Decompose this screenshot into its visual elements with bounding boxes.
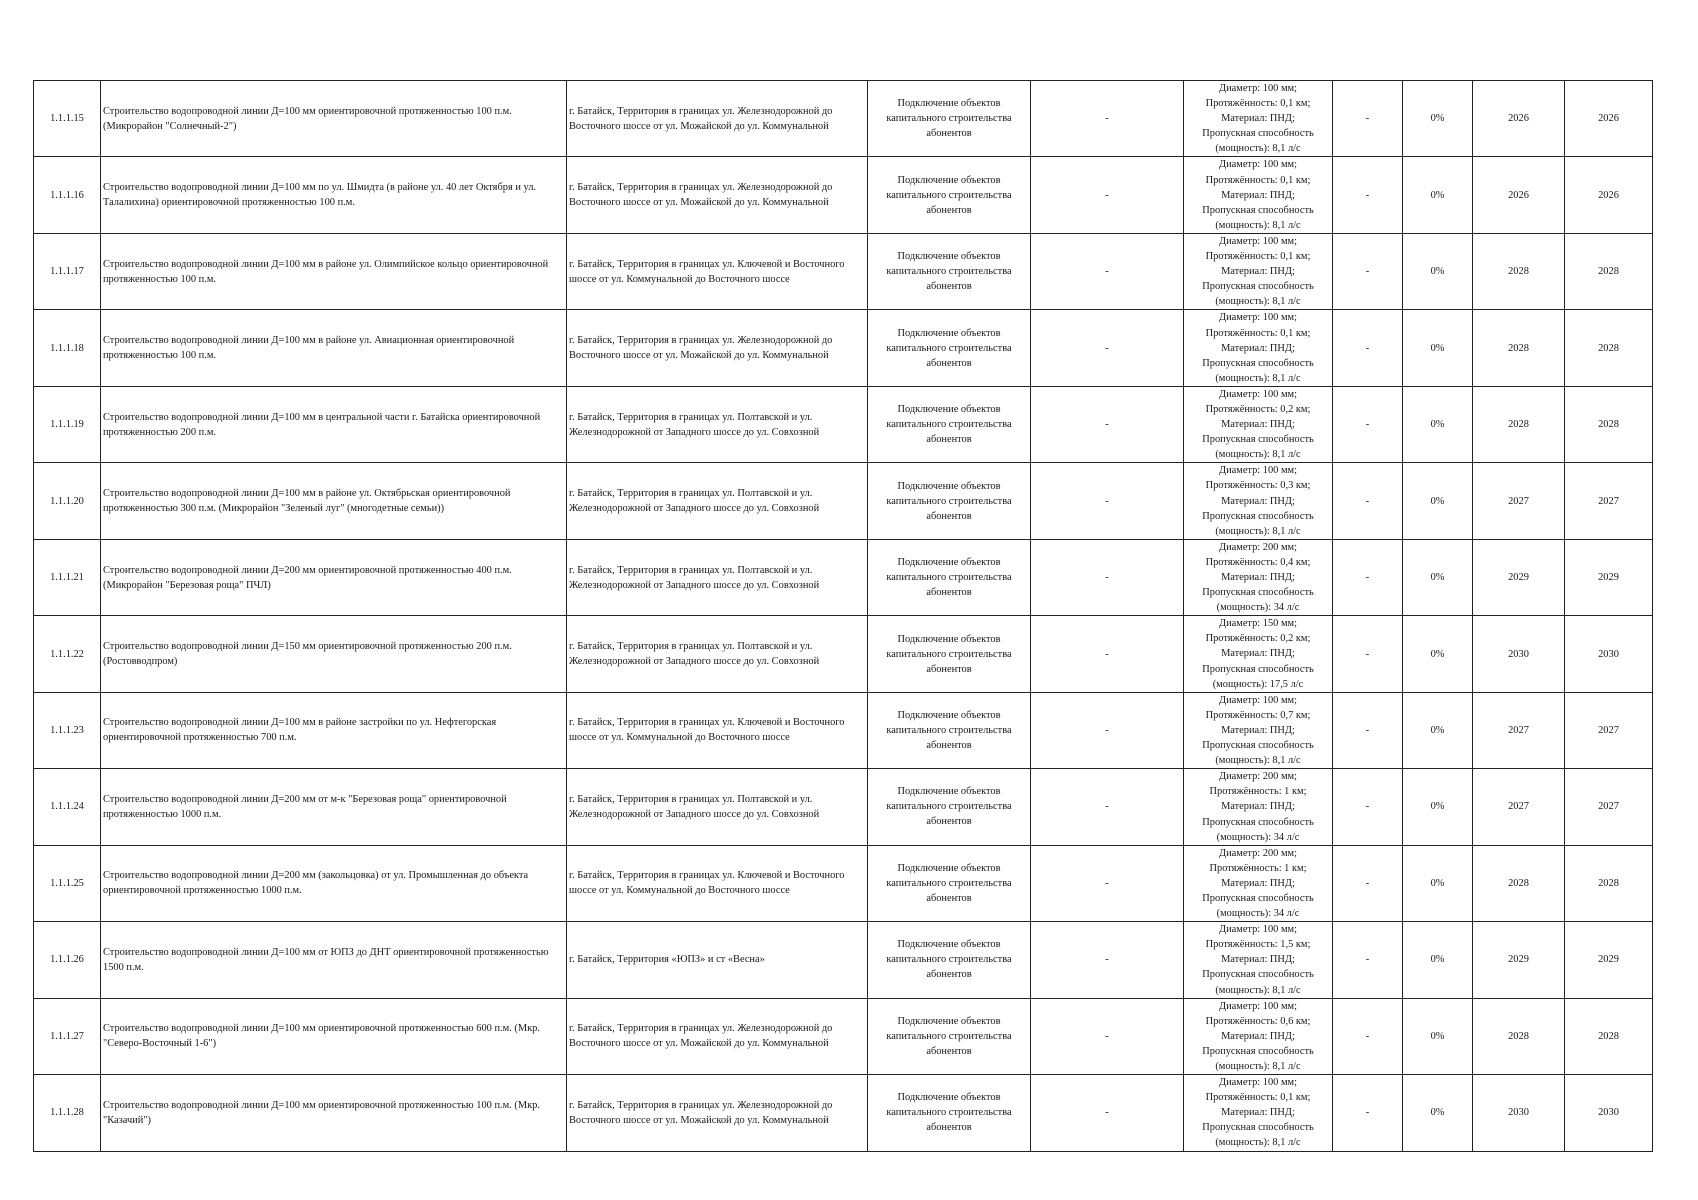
empty-value-cell-2: - [1333,310,1403,386]
spec-line: Материал: ПНД; [1221,801,1295,813]
spec-line: Пропускная способность [1202,1045,1314,1057]
start-year-cell: 2030 [1473,616,1565,692]
row-number-cell: 1.1.1.23 [34,692,101,768]
end-year-cell: 2027 [1565,769,1653,845]
completion-percent-cell: 0% [1403,463,1473,539]
spec-line: Материал: ПНД; [1221,495,1295,507]
document-page [33,80,1653,1152]
empty-value-cell-2: - [1333,998,1403,1074]
end-year-cell: 2028 [1565,386,1653,462]
location-cell: г. Батайск, Территория в границах ул. Ключевой и Восточного шоссе от ул. Коммунальной до Восточного шоссе [567,233,868,309]
table-row [34,1075,1653,1151]
start-year-cell: 2027 [1473,692,1565,768]
location-cell: г. Батайск, Территория в границах ул. Ключевой и Восточного шоссе от ул. Коммунальной до Восточного шоссе [567,692,868,768]
row-number-cell: 1.1.1.24 [34,769,101,845]
spec-line: Пропускная способность [1202,1122,1314,1134]
spec-line: (мощность): 8,1 л/с [1215,372,1301,384]
end-year-cell: 2027 [1565,692,1653,768]
spec-line: Пропускная способность [1202,204,1314,216]
technical-specs-cell [1184,81,1333,157]
spec-line: (мощность): 8,1 л/с [1215,449,1301,461]
purpose-cell: Подключение объектов капитального строительства абонентов [868,692,1031,768]
empty-value-cell-2: - [1333,81,1403,157]
technical-specs-cell [1184,769,1333,845]
spec-line: Материал: ПНД; [1221,877,1295,889]
table-row [34,81,1653,157]
spec-line: (мощность): 8,1 л/с [1215,1061,1301,1072]
start-year-cell: 2028 [1473,845,1565,921]
row-number-cell: 1.1.1.27 [34,998,101,1074]
empty-value-cell-2: - [1333,157,1403,233]
completion-percent-cell: 0% [1403,616,1473,692]
spec-line: Материал: ПНД; [1221,189,1295,201]
spec-line: Протяжённость: 0,6 км; [1205,1015,1311,1027]
spec-line: (мощность): 8,1 л/с [1215,296,1301,308]
spec-line: Диаметр: 200 мм; [1218,847,1298,859]
spec-line: Диаметр: 200 мм; [1218,771,1298,783]
spec-line: Диаметр: 100 мм; [1218,465,1298,477]
table-row [34,769,1653,845]
table-row [34,922,1653,998]
row-number-cell: 1.1.1.28 [34,1075,101,1151]
completion-percent-cell: 0% [1403,769,1473,845]
technical-specs-cell [1184,310,1333,386]
end-year-cell: 2030 [1565,1075,1653,1151]
spec-line: Диаметр: 100 мм; [1218,159,1298,171]
end-year-cell: 2029 [1565,922,1653,998]
row-number-cell: 1.1.1.21 [34,539,101,615]
spec-line: Протяжённость: 0,1 км; [1205,327,1311,339]
technical-specs-cell [1184,233,1333,309]
table-row [34,463,1653,539]
project-name-cell: Строительство водопроводной линии Д=100 мм ориентировочной протяженностью 100 п.м. (Микрорайон "Солнечный-2") [101,81,567,157]
empty-value-cell: - [1031,157,1184,233]
technical-specs-cell [1184,922,1333,998]
completion-percent-cell: 0% [1403,81,1473,157]
purpose-cell: Подключение объектов капитального строительства абонентов [868,81,1031,157]
spec-line: Протяжённость: 0,2 км; [1205,403,1311,415]
spec-line: Протяжённость: 0,7 км; [1205,709,1311,721]
project-name-cell: Строительство водопроводной линии Д=100 мм в районе ул. Авиационная ориентировочной протяженностью 100 п.м. [101,310,567,386]
spec-line: Пропускная способность [1202,740,1314,752]
row-number-cell: 1.1.1.22 [34,616,101,692]
technical-specs-cell [1184,157,1333,233]
spec-line: Диаметр: 150 мм; [1218,618,1298,630]
completion-percent-cell: 0% [1403,845,1473,921]
spec-line: Протяжённость: 1 км; [1209,862,1307,874]
row-number-cell: 1.1.1.16 [34,157,101,233]
spec-line: (мощность): 8,1 л/с [1215,219,1301,231]
empty-value-cell: - [1031,233,1184,309]
empty-value-cell: - [1031,310,1184,386]
spec-line: Диаметр: 100 мм; [1218,1000,1298,1012]
location-cell: г. Батайск, Территория в границах ул. Железнодорожной до Восточного шоссе от ул. Можайской до ул. Коммунальной [567,157,868,233]
location-cell: г. Батайск, Территория в границах ул. Полтавской и ул. Железнодорожной от Западного шоссе до ул. Совхозной [567,616,868,692]
empty-value-cell: - [1031,616,1184,692]
completion-percent-cell: 0% [1403,692,1473,768]
start-year-cell: 2030 [1473,1075,1565,1151]
completion-percent-cell: 0% [1403,539,1473,615]
spec-line: Диаметр: 100 мм; [1218,694,1298,706]
location-cell: г. Батайск, Территория в границах ул. Железнодорожной до Восточного шоссе от ул. Можайской до ул. Коммунальной [567,1075,868,1151]
start-year-cell: 2026 [1473,81,1565,157]
project-name-cell: Строительство водопроводной линии Д=200 мм (закольцовка) от ул. Промышленная до объекта ориентировочной протяженностью 1000 п.м. [101,845,567,921]
empty-value-cell-2: - [1333,845,1403,921]
spec-line: (мощность): 8,1 л/с [1215,984,1301,996]
spec-line: Протяжённость: 0,1 км; [1205,98,1311,110]
end-year-cell: 2027 [1565,463,1653,539]
empty-value-cell-2: - [1333,1075,1403,1151]
spec-line: Диаметр: 100 мм; [1218,235,1298,247]
spec-line: Диаметр: 100 мм; [1218,83,1298,94]
start-year-cell: 2028 [1473,233,1565,309]
spec-line: Пропускная способность [1202,663,1314,675]
location-cell: г. Батайск, Территория в границах ул. Ключевой и Восточного шоссе от ул. Коммунальной до Восточного шоссе [567,845,868,921]
spec-line: Диаметр: 100 мм; [1218,312,1298,324]
start-year-cell: 2027 [1473,769,1565,845]
location-cell: г. Батайск, Территория в границах ул. Полтавской и ул. Железнодорожной от Западного шоссе до ул. Совхозной [567,386,868,462]
start-year-cell: 2029 [1473,922,1565,998]
start-year-cell: 2028 [1473,386,1565,462]
spec-line: Протяжённость: 0,4 км; [1205,556,1311,568]
row-number-cell: 1.1.1.15 [34,81,101,157]
purpose-cell: Подключение объектов капитального строительства абонентов [868,1075,1031,1151]
purpose-cell: Подключение объектов капитального строительства абонентов [868,233,1031,309]
spec-line: Пропускная способность [1202,892,1314,904]
spec-line: Протяжённость: 1 км; [1209,786,1307,798]
table-row [34,616,1653,692]
spec-line: Протяжённость: 1,5 км; [1205,939,1311,951]
technical-specs-cell [1184,1075,1333,1151]
spec-line: Материал: ПНД; [1221,1030,1295,1042]
start-year-cell: 2028 [1473,310,1565,386]
location-cell: г. Батайск, Территория «ЮПЗ» и ст «Весна» [567,922,868,998]
end-year-cell: 2026 [1565,81,1653,157]
empty-value-cell-2: - [1333,463,1403,539]
table-row [34,386,1653,462]
project-name-cell: Строительство водопроводной линии Д=100 мм ориентировочной протяженностью 100 п.м. (Мкр. "Казачий") [101,1075,567,1151]
end-year-cell: 2028 [1565,233,1653,309]
spec-line: Диаметр: 100 мм; [1218,1077,1298,1089]
project-name-cell: Строительство водопроводной линии Д=100 мм в районе ул. Олимпийское кольцо ориентировочной протяженностью 100 п.м. [101,233,567,309]
row-number-cell: 1.1.1.20 [34,463,101,539]
project-name-cell: Строительство водопроводной линии Д=100 мм в центральной части г. Батайска ориентировочной протяженностью 200 п.м. [101,386,567,462]
project-name-cell: Строительство водопроводной линии Д=100 мм от ЮПЗ до ДНТ ориентировочной протяженностью 1500 п.м. [101,922,567,998]
spec-line: Пропускная способность [1202,969,1314,981]
table-row [34,845,1653,921]
empty-value-cell: - [1031,386,1184,462]
location-cell: г. Батайск, Территория в границах ул. Полтавской и ул. Железнодорожной от Западного шоссе до ул. Совхозной [567,539,868,615]
end-year-cell: 2029 [1565,539,1653,615]
empty-value-cell: - [1031,692,1184,768]
purpose-cell: Подключение объектов капитального строительства абонентов [868,386,1031,462]
spec-line: (мощность): 8,1 л/с [1215,755,1301,767]
empty-value-cell: - [1031,463,1184,539]
empty-value-cell: - [1031,845,1184,921]
spec-line: Диаметр: 100 мм; [1218,924,1298,936]
project-name-cell: Строительство водопроводной линии Д=100 мм в районе ул. Октябрьская ориентировочной протяженностью 300 п.м. (Микрорайон "Зеленый луг" (многодетные семьи)) [101,463,567,539]
spec-line: Материал: ПНД; [1221,113,1295,125]
purpose-cell: Подключение объектов капитального строительства абонентов [868,539,1031,615]
spec-line: Пропускная способность [1202,357,1314,369]
purpose-cell: Подключение объектов капитального строительства абонентов [868,769,1031,845]
empty-value-cell-2: - [1333,616,1403,692]
row-number-cell: 1.1.1.19 [34,386,101,462]
spec-line: Материал: ПНД; [1221,648,1295,660]
project-name-cell: Строительство водопроводной линии Д=100 мм ориентировочной протяженностью 600 п.м. (Мкр. "Северо-Восточный 1-6") [101,998,567,1074]
purpose-cell: Подключение объектов капитального строительства абонентов [868,922,1031,998]
row-number-cell: 1.1.1.26 [34,922,101,998]
start-year-cell: 2026 [1473,157,1565,233]
spec-line: Пропускная способность [1202,587,1314,599]
table-row [34,233,1653,309]
start-year-cell: 2029 [1473,539,1565,615]
end-year-cell: 2028 [1565,845,1653,921]
purpose-cell: Подключение объектов капитального строительства абонентов [868,463,1031,539]
project-name-cell: Строительство водопроводной линии Д=100 мм по ул. Шмидта (в районе ул. 40 лет Октября и ул. Талалихина) ориентировочной протяженностью 100 п.м. [101,157,567,233]
end-year-cell: 2030 [1565,616,1653,692]
technical-specs-cell [1184,539,1333,615]
empty-value-cell: - [1031,998,1184,1074]
table-body [34,81,1653,1152]
empty-value-cell-2: - [1333,539,1403,615]
spec-line: (мощность): 34 л/с [1216,908,1300,920]
start-year-cell: 2027 [1473,463,1565,539]
spec-line: (мощность): 34 л/с [1216,831,1300,843]
spec-line: Материал: ПНД; [1221,342,1295,354]
technical-specs-cell [1184,386,1333,462]
empty-value-cell-2: - [1333,233,1403,309]
table-row [34,310,1653,386]
row-number-cell: 1.1.1.17 [34,233,101,309]
end-year-cell: 2026 [1565,157,1653,233]
purpose-cell: Подключение объектов капитального строительства абонентов [868,157,1031,233]
technical-specs-cell [1184,692,1333,768]
spec-line: Материал: ПНД; [1221,1107,1295,1119]
location-cell: г. Батайск, Территория в границах ул. Полтавской и ул. Железнодорожной от Западного шоссе до ул. Совхозной [567,463,868,539]
spec-line: Диаметр: 100 мм; [1218,388,1298,400]
spec-line: Материал: ПНД; [1221,572,1295,583]
technical-specs-cell [1184,463,1333,539]
purpose-cell: Подключение объектов капитального строительства абонентов [868,845,1031,921]
spec-line: Протяжённость: 0,1 км; [1205,251,1311,263]
start-year-cell: 2028 [1473,998,1565,1074]
spec-line: Материал: ПНД; [1221,419,1295,431]
table-row [34,998,1653,1074]
row-number-cell: 1.1.1.18 [34,310,101,386]
technical-specs-cell [1184,616,1333,692]
spec-line: (мощность): 17,5 л/с [1212,678,1304,690]
empty-value-cell-2: - [1333,386,1403,462]
purpose-cell: Подключение объектов капитального строительства абонентов [868,310,1031,386]
project-name-cell: Строительство водопроводной линии Д=100 мм в районе застройки по ул. Нефтегорская ориентировочной протяженностью 700 п.м. [101,692,567,768]
spec-line: Материал: ПНД; [1221,954,1295,966]
end-year-cell: 2028 [1565,310,1653,386]
location-cell: г. Батайск, Территория в границах ул. Железнодорожной до Восточного шоссе от ул. Можайской до ул. Коммунальной [567,81,868,157]
spec-line: Протяжённость: 0,1 км; [1205,1092,1311,1104]
completion-percent-cell: 0% [1403,386,1473,462]
project-name-cell: Строительство водопроводной линии Д=200 мм от м-к "Березовая роща" ориентировочной протяженностью 1000 п.м. [101,769,567,845]
empty-value-cell: - [1031,922,1184,998]
empty-value-cell-2: - [1333,769,1403,845]
completion-percent-cell: 0% [1403,998,1473,1074]
spec-line: Протяжённость: 0,1 км; [1205,174,1311,186]
project-name-cell: Строительство водопроводной линии Д=150 мм ориентировочной протяженностью 200 п.м. (Ростовводпром) [101,616,567,692]
spec-line: (мощность): 8,1 л/с [1215,525,1301,537]
location-cell: г. Батайск, Территория в границах ул. Железнодорожной до Восточного шоссе от ул. Можайской до ул. Коммунальной [567,998,868,1074]
spec-line: (мощность): 34 л/с [1216,602,1300,614]
spec-line: Материал: ПНД; [1221,266,1295,278]
empty-value-cell: - [1031,1075,1184,1151]
completion-percent-cell: 0% [1403,922,1473,998]
empty-value-cell-2: - [1333,922,1403,998]
completion-percent-cell: 0% [1403,157,1473,233]
table-row [34,157,1653,233]
completion-percent-cell: 0% [1403,1075,1473,1151]
spec-line: Пропускная способность [1202,281,1314,293]
empty-value-cell-2: - [1333,692,1403,768]
spec-line: Пропускная способность [1202,816,1314,828]
empty-value-cell: - [1031,769,1184,845]
empty-value-cell: - [1031,539,1184,615]
empty-value-cell: - [1031,81,1184,157]
investment-program-table [33,80,1653,1152]
table-row [34,692,1653,768]
location-cell: г. Батайск, Территория в границах ул. Полтавской и ул. Железнодорожной от Западного шоссе до ул. Совхозной [567,769,868,845]
project-name-cell: Строительство водопроводной линии Д=200 мм ориентировочной протяженностью 400 п.м. (Микрорайон "Березовая роща" ПЧЛ) [101,539,567,615]
spec-line: (мощность): 8,1 л/с [1215,1137,1301,1149]
spec-line: Пропускная способность [1202,434,1314,446]
spec-line: Материал: ПНД; [1221,724,1295,736]
location-cell: г. Батайск, Территория в границах ул. Железнодорожной до Восточного шоссе от ул. Можайской до ул. Коммунальной [567,310,868,386]
spec-line: Пропускная способность [1202,128,1314,140]
spec-line: (мощность): 8,1 л/с [1215,143,1301,155]
table-row [34,539,1653,615]
spec-line: Протяжённость: 0,3 км; [1205,480,1311,492]
purpose-cell: Подключение объектов капитального строительства абонентов [868,616,1031,692]
row-number-cell: 1.1.1.25 [34,845,101,921]
purpose-cell: Подключение объектов капитального строительства абонентов [868,998,1031,1074]
spec-line: Диаметр: 200 мм; [1218,541,1298,553]
technical-specs-cell [1184,845,1333,921]
technical-specs-cell [1184,998,1333,1074]
spec-line: Протяжённость: 0,2 км; [1205,633,1311,645]
end-year-cell: 2028 [1565,998,1653,1074]
spec-line: Пропускная способность [1202,510,1314,522]
completion-percent-cell: 0% [1403,310,1473,386]
completion-percent-cell: 0% [1403,233,1473,309]
